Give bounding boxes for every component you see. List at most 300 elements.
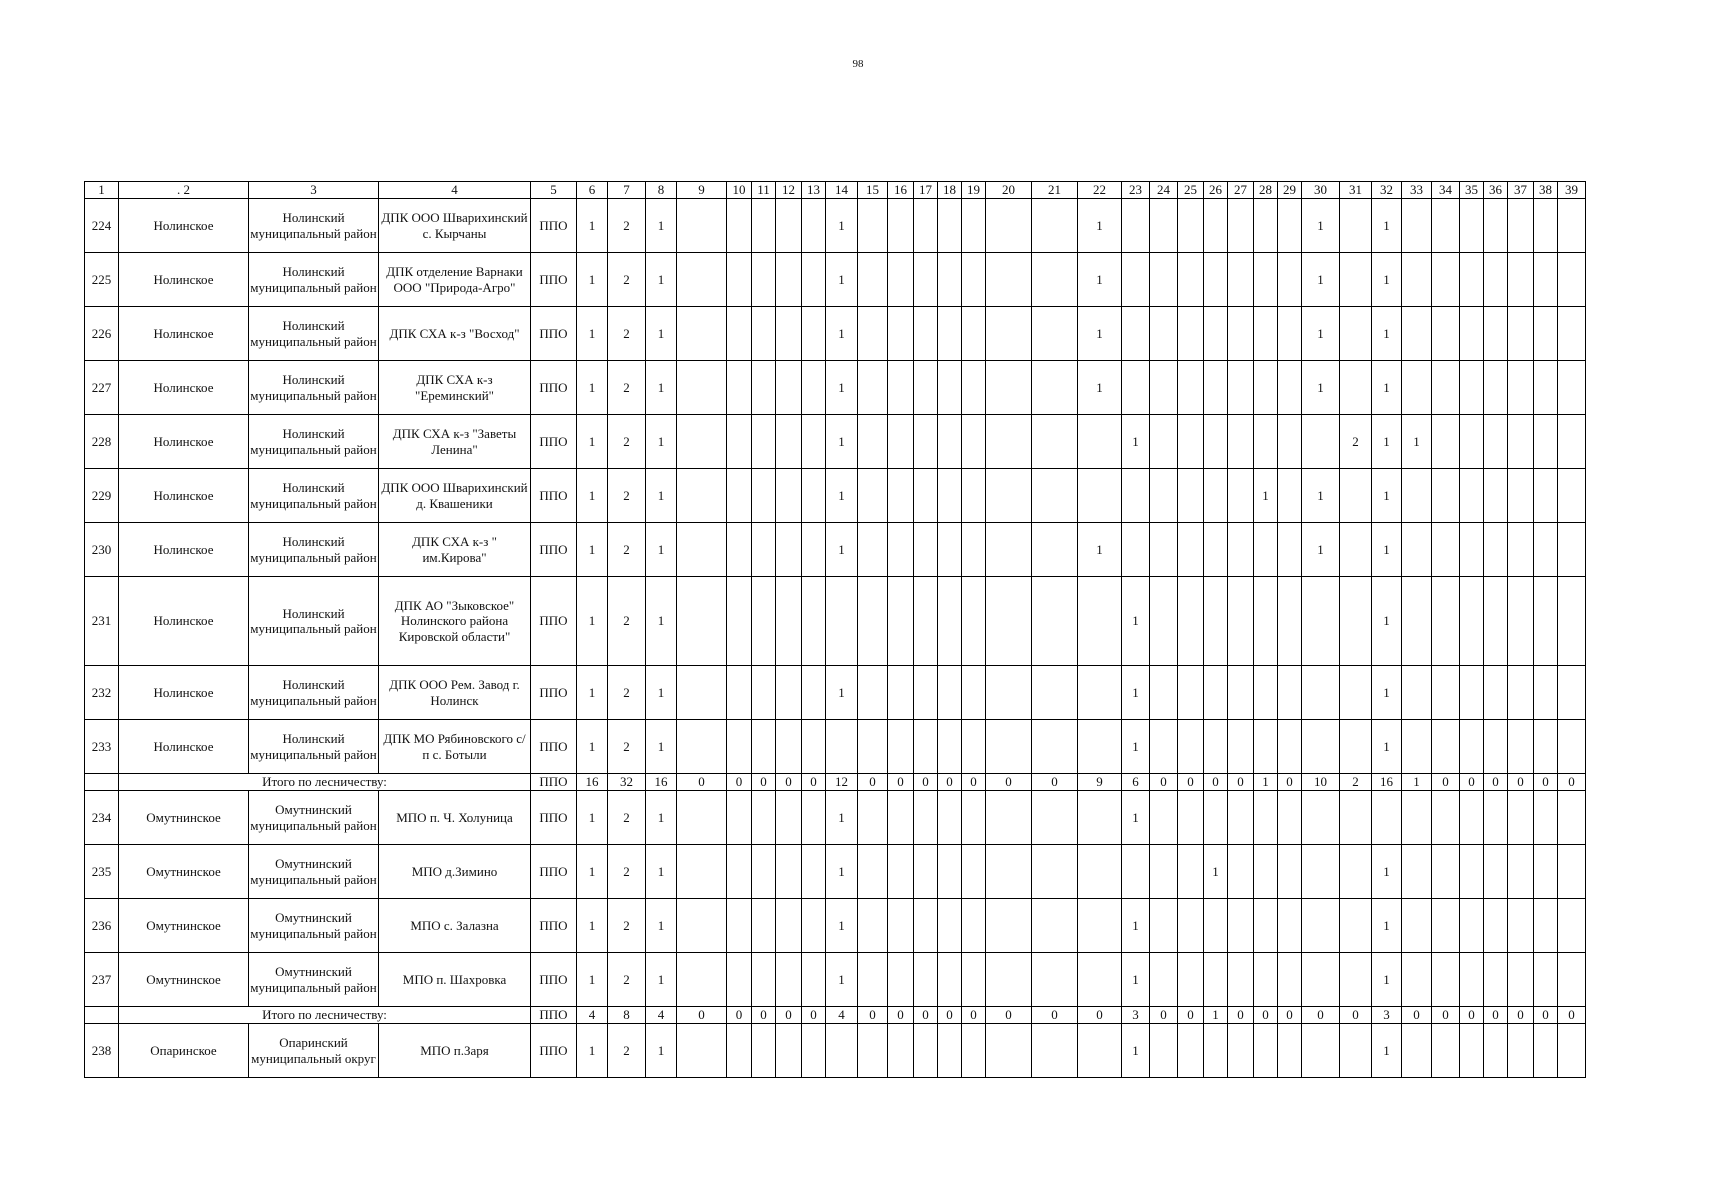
- column-number: 7: [608, 182, 646, 199]
- total-value: 0: [962, 774, 986, 791]
- value-cell: [1340, 953, 1372, 1007]
- table-row: [85, 1024, 1586, 1078]
- value-cell: 2: [608, 523, 646, 577]
- value-cell: [1150, 666, 1178, 720]
- total-row: [85, 1007, 1586, 1024]
- value-cell: 1: [1372, 1024, 1402, 1078]
- value-cell: [802, 720, 826, 774]
- municipal-area: Нолинский муниципальный район: [249, 666, 379, 720]
- forestry-name: Нолинское: [119, 253, 249, 307]
- organization-name: МПО п.Заря: [379, 1024, 531, 1078]
- total-value: 0: [986, 1007, 1032, 1024]
- value-cell: [1032, 469, 1078, 523]
- value-cell: [962, 791, 986, 845]
- value-cell: 2: [608, 953, 646, 1007]
- value-cell: [1432, 791, 1460, 845]
- value-cell: [1228, 953, 1254, 1007]
- value-cell: [888, 1024, 914, 1078]
- value-cell: 2: [608, 720, 646, 774]
- value-cell: 1: [577, 253, 608, 307]
- value-cell: [858, 899, 888, 953]
- value-cell: [938, 666, 962, 720]
- value-cell: [1122, 199, 1150, 253]
- column-number: 32: [1372, 182, 1402, 199]
- value-cell: [776, 953, 802, 1007]
- row-number: 224: [85, 199, 119, 253]
- value-cell: [802, 253, 826, 307]
- value-cell: 1: [1078, 253, 1122, 307]
- value-cell: [962, 199, 986, 253]
- value-cell: [1178, 199, 1204, 253]
- value-cell: [1460, 469, 1484, 523]
- value-cell: [1122, 253, 1150, 307]
- value-cell: [1484, 899, 1508, 953]
- value-cell: 1: [1372, 469, 1402, 523]
- table-row: [85, 361, 1586, 415]
- value-cell: [727, 666, 752, 720]
- total-value: 0: [1228, 1007, 1254, 1024]
- value-cell: 1: [646, 720, 677, 774]
- value-cell: [1508, 361, 1534, 415]
- value-cell: [1558, 199, 1586, 253]
- column-number: 22: [1078, 182, 1122, 199]
- table-row: [85, 415, 1586, 469]
- value-cell: [802, 953, 826, 1007]
- value-cell: [776, 307, 802, 361]
- value-cell: [1484, 1024, 1508, 1078]
- value-cell: [986, 899, 1032, 953]
- row-number: 237: [85, 953, 119, 1007]
- value-cell: [1228, 666, 1254, 720]
- value-cell: [1204, 469, 1228, 523]
- value-cell: 1: [577, 720, 608, 774]
- value-cell: [1078, 845, 1122, 899]
- value-cell: [1204, 307, 1228, 361]
- municipal-area: Нолинский муниципальный район: [249, 720, 379, 774]
- value-cell: [1340, 577, 1372, 666]
- value-cell: [1178, 523, 1204, 577]
- value-cell: [727, 845, 752, 899]
- type-code: ППО: [531, 1024, 577, 1078]
- municipal-area: Нолинский муниципальный район: [249, 253, 379, 307]
- value-cell: [1150, 253, 1178, 307]
- value-cell: 1: [826, 899, 858, 953]
- total-value: 0: [1402, 1007, 1432, 1024]
- value-cell: [1432, 1024, 1460, 1078]
- value-cell: [1508, 415, 1534, 469]
- value-cell: [1508, 577, 1534, 666]
- value-cell: [802, 899, 826, 953]
- value-cell: [1508, 899, 1534, 953]
- row-number: 227: [85, 361, 119, 415]
- value-cell: [1460, 415, 1484, 469]
- value-cell: 1: [577, 577, 608, 666]
- table-row: [85, 469, 1586, 523]
- value-cell: [1340, 791, 1372, 845]
- value-cell: [1032, 361, 1078, 415]
- value-cell: [1340, 469, 1372, 523]
- value-cell: 2: [1340, 415, 1372, 469]
- value-cell: 2: [608, 253, 646, 307]
- value-cell: [677, 666, 727, 720]
- value-cell: [1278, 953, 1302, 1007]
- value-cell: [1302, 791, 1340, 845]
- value-cell: 1: [1122, 720, 1150, 774]
- total-row: [85, 774, 1586, 791]
- column-number: 35: [1460, 182, 1484, 199]
- value-cell: [888, 415, 914, 469]
- value-cell: [914, 577, 938, 666]
- forestry-name: Нолинское: [119, 720, 249, 774]
- page-number: 98: [852, 58, 864, 70]
- row-number: 226: [85, 307, 119, 361]
- value-cell: [914, 253, 938, 307]
- total-value: 0: [858, 774, 888, 791]
- value-cell: [1558, 1024, 1586, 1078]
- value-cell: [962, 253, 986, 307]
- value-cell: [1254, 845, 1278, 899]
- value-cell: [1460, 361, 1484, 415]
- column-number: 30: [1302, 182, 1340, 199]
- value-cell: [752, 953, 776, 1007]
- total-value: 0: [727, 1007, 752, 1024]
- organization-name: МПО с. Залазна: [379, 899, 531, 953]
- table-row: [85, 720, 1586, 774]
- value-cell: [1534, 469, 1558, 523]
- total-value: 32: [608, 774, 646, 791]
- value-cell: [727, 523, 752, 577]
- value-cell: [1228, 791, 1254, 845]
- value-cell: [802, 845, 826, 899]
- value-cell: 1: [1302, 469, 1340, 523]
- value-cell: [1150, 469, 1178, 523]
- forestry-name: Омутнинское: [119, 791, 249, 845]
- value-cell: [986, 253, 1032, 307]
- value-cell: 1: [577, 899, 608, 953]
- value-cell: [677, 1024, 727, 1078]
- value-cell: [1534, 253, 1558, 307]
- value-cell: 1: [1122, 953, 1150, 1007]
- value-cell: [727, 899, 752, 953]
- municipal-area: Нолинский муниципальный район: [249, 199, 379, 253]
- table-row: [85, 523, 1586, 577]
- municipal-area: Омутнинский муниципальный район: [249, 953, 379, 1007]
- value-cell: [752, 666, 776, 720]
- column-number: 15: [858, 182, 888, 199]
- value-cell: [962, 361, 986, 415]
- value-cell: [914, 953, 938, 1007]
- total-value: 0: [1558, 774, 1586, 791]
- value-cell: [938, 523, 962, 577]
- total-value: 0: [1534, 1007, 1558, 1024]
- value-cell: 1: [1372, 361, 1402, 415]
- value-cell: [1254, 791, 1278, 845]
- value-cell: 2: [608, 845, 646, 899]
- value-cell: [858, 469, 888, 523]
- value-cell: [1484, 666, 1508, 720]
- value-cell: [1432, 899, 1460, 953]
- municipal-area: Омутнинский муниципальный район: [249, 791, 379, 845]
- value-cell: 2: [608, 577, 646, 666]
- value-cell: [677, 791, 727, 845]
- value-cell: [858, 791, 888, 845]
- value-cell: [986, 469, 1032, 523]
- total-value: 0: [914, 774, 938, 791]
- value-cell: 1: [826, 791, 858, 845]
- value-cell: 1: [1372, 253, 1402, 307]
- value-cell: [677, 253, 727, 307]
- total-value: 0: [1432, 774, 1460, 791]
- value-cell: 1: [1204, 845, 1228, 899]
- total-value: 0: [1302, 1007, 1340, 1024]
- value-cell: 1: [646, 307, 677, 361]
- value-cell: 1: [1302, 199, 1340, 253]
- value-cell: [1228, 469, 1254, 523]
- value-cell: 1: [646, 845, 677, 899]
- value-cell: [1032, 791, 1078, 845]
- total-value: 0: [1032, 1007, 1078, 1024]
- value-cell: [1508, 666, 1534, 720]
- value-cell: 1: [1372, 899, 1402, 953]
- forestry-name: Омутнинское: [119, 845, 249, 899]
- value-cell: [1032, 666, 1078, 720]
- value-cell: [1534, 791, 1558, 845]
- total-value: 10: [1302, 774, 1340, 791]
- value-cell: [826, 577, 858, 666]
- value-cell: [1178, 720, 1204, 774]
- value-cell: [914, 666, 938, 720]
- value-cell: [986, 666, 1032, 720]
- value-cell: [1558, 523, 1586, 577]
- value-cell: [1150, 307, 1178, 361]
- total-value: 0: [858, 1007, 888, 1024]
- value-cell: [1484, 415, 1508, 469]
- total-value: 0: [1508, 1007, 1534, 1024]
- value-cell: [802, 415, 826, 469]
- value-cell: 2: [608, 791, 646, 845]
- value-cell: 1: [577, 1024, 608, 1078]
- value-cell: [776, 791, 802, 845]
- value-cell: [802, 791, 826, 845]
- value-cell: [1204, 199, 1228, 253]
- value-cell: [858, 307, 888, 361]
- value-cell: [677, 307, 727, 361]
- column-number: . 2: [119, 182, 249, 199]
- value-cell: [752, 845, 776, 899]
- value-cell: [914, 307, 938, 361]
- value-cell: [1254, 953, 1278, 1007]
- value-cell: [1534, 666, 1558, 720]
- value-cell: [1032, 577, 1078, 666]
- value-cell: [1302, 415, 1340, 469]
- forestry-name: Нолинское: [119, 361, 249, 415]
- forestry-table: [84, 181, 1586, 1078]
- value-cell: 1: [1372, 720, 1402, 774]
- value-cell: [1402, 791, 1432, 845]
- column-number: 29: [1278, 182, 1302, 199]
- value-cell: [752, 199, 776, 253]
- value-cell: 1: [1372, 523, 1402, 577]
- value-cell: 1: [1254, 469, 1278, 523]
- value-cell: [888, 199, 914, 253]
- value-cell: [1150, 523, 1178, 577]
- value-cell: [888, 577, 914, 666]
- value-cell: [1302, 720, 1340, 774]
- value-cell: [1032, 523, 1078, 577]
- column-number: 8: [646, 182, 677, 199]
- value-cell: [1204, 953, 1228, 1007]
- column-number: 11: [752, 182, 776, 199]
- municipal-area: Омутнинский муниципальный район: [249, 845, 379, 899]
- value-cell: 1: [1302, 307, 1340, 361]
- column-number: 13: [802, 182, 826, 199]
- total-value: 0: [1484, 774, 1508, 791]
- value-cell: [1278, 845, 1302, 899]
- value-cell: [1228, 415, 1254, 469]
- value-cell: [914, 1024, 938, 1078]
- total-value: 0: [1432, 1007, 1460, 1024]
- value-cell: [677, 720, 727, 774]
- column-number: 18: [938, 182, 962, 199]
- value-cell: 1: [826, 415, 858, 469]
- municipal-area: Омутнинский муниципальный район: [249, 899, 379, 953]
- value-cell: [1534, 953, 1558, 1007]
- value-cell: [677, 361, 727, 415]
- value-cell: [1508, 469, 1534, 523]
- value-cell: [962, 523, 986, 577]
- value-cell: [1032, 1024, 1078, 1078]
- value-cell: [1150, 577, 1178, 666]
- value-cell: 1: [1122, 1024, 1150, 1078]
- value-cell: [938, 307, 962, 361]
- total-value: 1: [1254, 774, 1278, 791]
- value-cell: [826, 720, 858, 774]
- column-number: 23: [1122, 182, 1150, 199]
- municipal-area: Опаринский муниципальный округ: [249, 1024, 379, 1078]
- value-cell: 1: [1372, 953, 1402, 1007]
- value-cell: [1178, 845, 1204, 899]
- value-cell: [1178, 953, 1204, 1007]
- value-cell: [802, 469, 826, 523]
- value-cell: [752, 253, 776, 307]
- value-cell: 1: [1122, 415, 1150, 469]
- value-cell: [888, 791, 914, 845]
- value-cell: [888, 523, 914, 577]
- value-cell: [752, 523, 776, 577]
- value-cell: [1340, 361, 1372, 415]
- type-code: ППО: [531, 307, 577, 361]
- municipal-area: Нолинский муниципальный район: [249, 523, 379, 577]
- value-cell: [776, 415, 802, 469]
- value-cell: [914, 845, 938, 899]
- type-code: ППО: [531, 791, 577, 845]
- forestry-name: Нолинское: [119, 523, 249, 577]
- value-cell: [1432, 523, 1460, 577]
- row-number: 233: [85, 720, 119, 774]
- value-cell: [1534, 361, 1558, 415]
- column-number: 17: [914, 182, 938, 199]
- column-number-row: [85, 182, 1586, 199]
- value-cell: [802, 577, 826, 666]
- value-cell: [1122, 307, 1150, 361]
- value-cell: [938, 577, 962, 666]
- value-cell: [1558, 720, 1586, 774]
- value-cell: [1402, 577, 1432, 666]
- type-code: ППО: [531, 523, 577, 577]
- value-cell: [1278, 199, 1302, 253]
- value-cell: [802, 666, 826, 720]
- value-cell: [962, 666, 986, 720]
- total-value: 0: [1228, 774, 1254, 791]
- organization-name: ДПК СХА к-з " им.Кирова": [379, 523, 531, 577]
- value-cell: [962, 415, 986, 469]
- total-value: 4: [646, 1007, 677, 1024]
- value-cell: [986, 361, 1032, 415]
- total-value: 9: [1078, 774, 1122, 791]
- organization-name: МПО д.Зимино: [379, 845, 531, 899]
- value-cell: [1178, 1024, 1204, 1078]
- total-value: 0: [1254, 1007, 1278, 1024]
- value-cell: [1278, 666, 1302, 720]
- value-cell: [727, 199, 752, 253]
- value-cell: 1: [646, 953, 677, 1007]
- value-cell: [1178, 415, 1204, 469]
- value-cell: [1078, 720, 1122, 774]
- organization-name: ДПК СХА к-з "Заветы Ленина": [379, 415, 531, 469]
- value-cell: [986, 577, 1032, 666]
- municipal-area: Нолинский муниципальный район: [249, 307, 379, 361]
- value-cell: [858, 953, 888, 1007]
- value-cell: [1340, 720, 1372, 774]
- value-cell: 1: [1122, 666, 1150, 720]
- total-value: 0: [1078, 1007, 1122, 1024]
- value-cell: 1: [826, 253, 858, 307]
- value-cell: [986, 953, 1032, 1007]
- value-cell: [1402, 899, 1432, 953]
- value-cell: [1508, 791, 1534, 845]
- column-number: 12: [776, 182, 802, 199]
- value-cell: [1534, 307, 1558, 361]
- value-cell: [1204, 361, 1228, 415]
- value-cell: [1228, 845, 1254, 899]
- value-cell: [1508, 845, 1534, 899]
- organization-name: ДПК СХА к-з "Ереминский": [379, 361, 531, 415]
- value-cell: [1122, 523, 1150, 577]
- column-number: 4: [379, 182, 531, 199]
- value-cell: [914, 791, 938, 845]
- value-cell: 1: [826, 469, 858, 523]
- value-cell: 2: [608, 469, 646, 523]
- value-cell: 1: [826, 361, 858, 415]
- column-number: 9: [677, 182, 727, 199]
- value-cell: [986, 199, 1032, 253]
- value-cell: [962, 899, 986, 953]
- total-value: 0: [914, 1007, 938, 1024]
- value-cell: [727, 253, 752, 307]
- type-code: ППО: [531, 953, 577, 1007]
- value-cell: 2: [608, 666, 646, 720]
- total-value: 0: [1484, 1007, 1508, 1024]
- value-cell: 1: [577, 953, 608, 1007]
- value-cell: [1460, 1024, 1484, 1078]
- value-cell: [752, 899, 776, 953]
- value-cell: [914, 415, 938, 469]
- value-cell: [1204, 1024, 1228, 1078]
- value-cell: [727, 953, 752, 1007]
- value-cell: [1558, 666, 1586, 720]
- forestry-name: Нолинское: [119, 469, 249, 523]
- value-cell: [776, 361, 802, 415]
